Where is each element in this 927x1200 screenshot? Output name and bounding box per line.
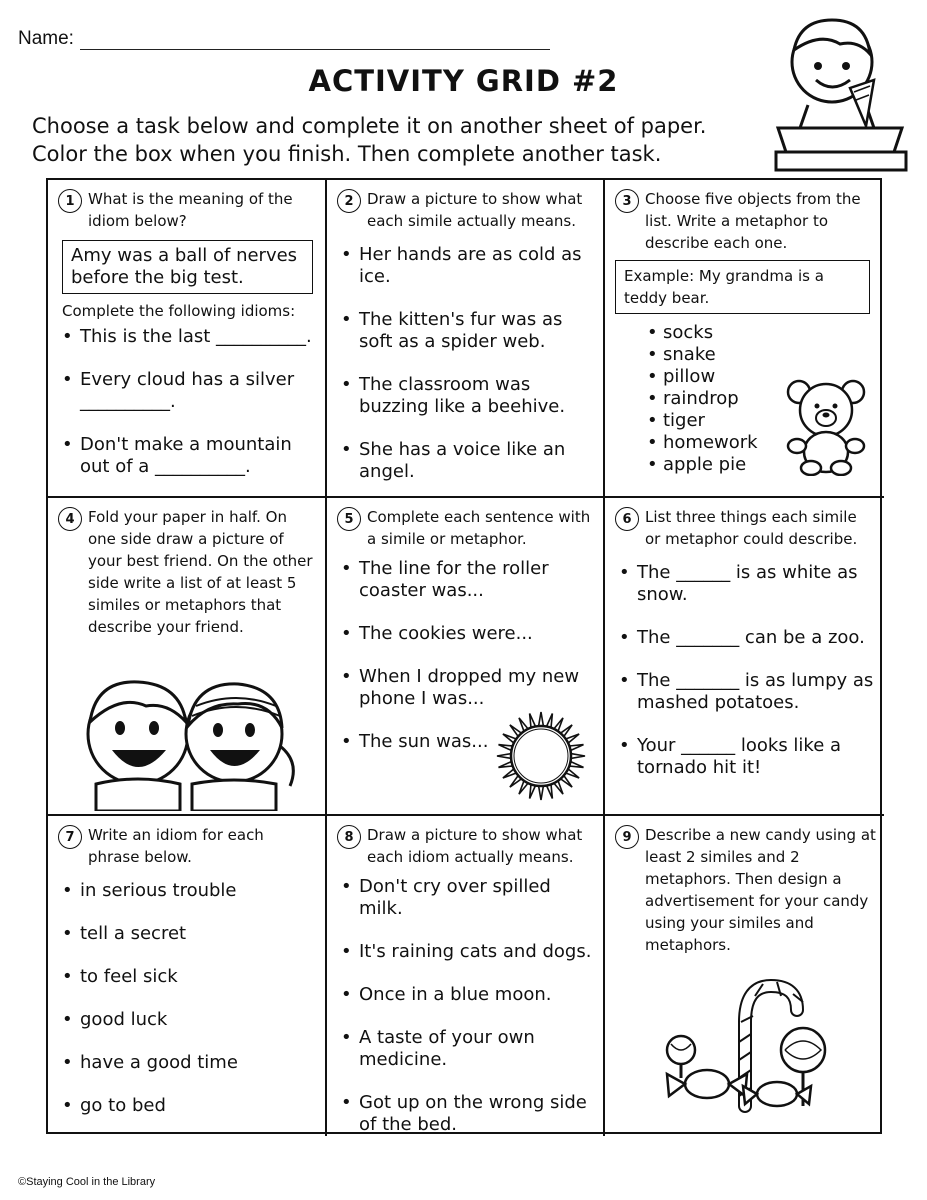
task-number: 7 — [58, 825, 82, 849]
intro-line-2: Color the box when you finish. Then complete another task. — [32, 142, 662, 166]
task-cell-3[interactable] — [605, 180, 884, 498]
sun-ray — [539, 786, 544, 800]
list-item: • The kitten's fur was as soft as a spider web. — [337, 309, 595, 353]
sun-icon — [495, 710, 587, 802]
list-item: • raindrop — [645, 388, 876, 410]
task-subheading: Complete the following idioms: — [62, 302, 296, 320]
page-title: ACTIVITY GRID #2 — [308, 64, 619, 98]
list-item: • The cookies were... — [337, 623, 595, 645]
list-item: • The _______ can be a zoo. — [615, 627, 876, 649]
list-item: • Your ______ looks like a tornado hit it! — [615, 735, 876, 779]
list-item: • When I dropped my new phone I was... — [337, 666, 595, 710]
copyright-footer: ©Staying Cool in the Library — [18, 1176, 156, 1188]
list-item: • The _______ is as lumpy as mashed potatoes. — [615, 670, 876, 714]
task-instruction: Fold your paper in half. On one side draw a picture of your best friend. On the other side write a list of at least 5 similes or metaphors that describe your friend. — [88, 508, 313, 636]
list-item: • good luck — [58, 1009, 317, 1031]
task-cell-4[interactable] — [48, 498, 327, 816]
task-number: 3 — [615, 189, 639, 213]
list-item: • tiger — [645, 410, 876, 432]
list-item: • Her hands are as cold as ice. — [337, 244, 595, 288]
name-field[interactable] — [18, 28, 550, 50]
list-item: • Don't cry over spilled milk. — [337, 876, 595, 920]
list-item: • She has a voice like an angel. — [337, 439, 595, 483]
task-instruction: Describe a new candy using at least 2 similes and 2 metaphors. Then design a advertisement for your candy using your similes and metaphors. — [645, 826, 876, 954]
idiom-box: Amy was a ball of nerves before the big test. — [62, 240, 313, 294]
list-item: • have a good time — [58, 1052, 317, 1074]
example-box: Example: My grandma is a teddy bear. — [615, 260, 870, 314]
task-cell-1[interactable] — [48, 180, 327, 498]
task-number: 5 — [337, 507, 361, 531]
task-instruction: Write an idiom for each phrase below. — [88, 826, 264, 866]
task-instruction: Choose five objects from the list. Write a metaphor to describe each one. — [645, 190, 861, 252]
list-item: • A taste of your own medicine. — [337, 1027, 595, 1071]
list-item: • It's raining cats and dogs. — [337, 941, 595, 963]
list-item: • The ______ is as white as snow. — [615, 562, 876, 606]
two-friends-icon — [76, 666, 306, 811]
kid-at-desk-icon — [770, 10, 910, 175]
task-cell-7[interactable] — [48, 816, 327, 1136]
task-cell-2[interactable] — [327, 180, 605, 498]
list-item: • pillow — [645, 366, 876, 388]
list-item: • in serious trouble — [58, 880, 317, 902]
list-item: • Every cloud has a silver __________. — [58, 369, 317, 413]
task-instruction: Draw a picture to show what each idiom actually means. — [367, 826, 583, 866]
candy-icon — [659, 966, 839, 1116]
task-instruction: What is the meaning of the idiom below? — [88, 190, 293, 230]
list-item: • Once in a blue moon. — [337, 984, 595, 1006]
task-cell-5[interactable] — [327, 498, 605, 816]
list-item: • The line for the roller coaster was... — [337, 558, 595, 602]
task-cell-8[interactable] — [327, 816, 605, 1136]
intro-line-1: Choose a task below and complete it on another sheet of paper. — [32, 114, 707, 138]
task-number: 8 — [337, 825, 361, 849]
list-item: • apple pie — [645, 454, 876, 476]
task-number: 6 — [615, 507, 639, 531]
task-instruction: Draw a picture to show what each simile actually means. — [367, 190, 583, 230]
list-item: • homework — [645, 432, 876, 454]
task-number: 4 — [58, 507, 82, 531]
list-item: • The sun was... — [337, 731, 595, 753]
list-item: • The classroom was buzzing like a beehive. — [337, 374, 595, 418]
task-number: 2 — [337, 189, 361, 213]
list-item: • go to bed — [58, 1095, 317, 1117]
list-item: • tell a secret — [58, 923, 317, 945]
activity-grid — [46, 178, 882, 1134]
list-item: • Don't make a mountain out of a __________. — [58, 434, 317, 478]
task-instruction: Complete each sentence with a simile or metaphor. — [367, 508, 591, 548]
list-item: • to feel sick — [58, 966, 317, 988]
sun-ray — [497, 754, 511, 759]
sun-ray — [571, 754, 585, 759]
task-cell-9[interactable] — [605, 816, 884, 1136]
task-number: 9 — [615, 825, 639, 849]
list-item: • Got up on the wrong side of the bed. — [337, 1092, 595, 1136]
intro-text — [32, 112, 752, 168]
name-label: Name: — [18, 28, 74, 49]
list-item: • snake — [645, 344, 876, 366]
sun-ray — [539, 712, 544, 726]
teddy-bear-icon — [781, 376, 871, 476]
list-item: • socks — [645, 322, 876, 344]
task-number: 1 — [58, 189, 82, 213]
task-instruction: List three things each simile or metaphor could describe. — [645, 508, 858, 548]
list-item: • This is the last __________. — [58, 326, 317, 348]
task-cell-6[interactable] — [605, 498, 884, 816]
name-line[interactable] — [80, 35, 550, 50]
